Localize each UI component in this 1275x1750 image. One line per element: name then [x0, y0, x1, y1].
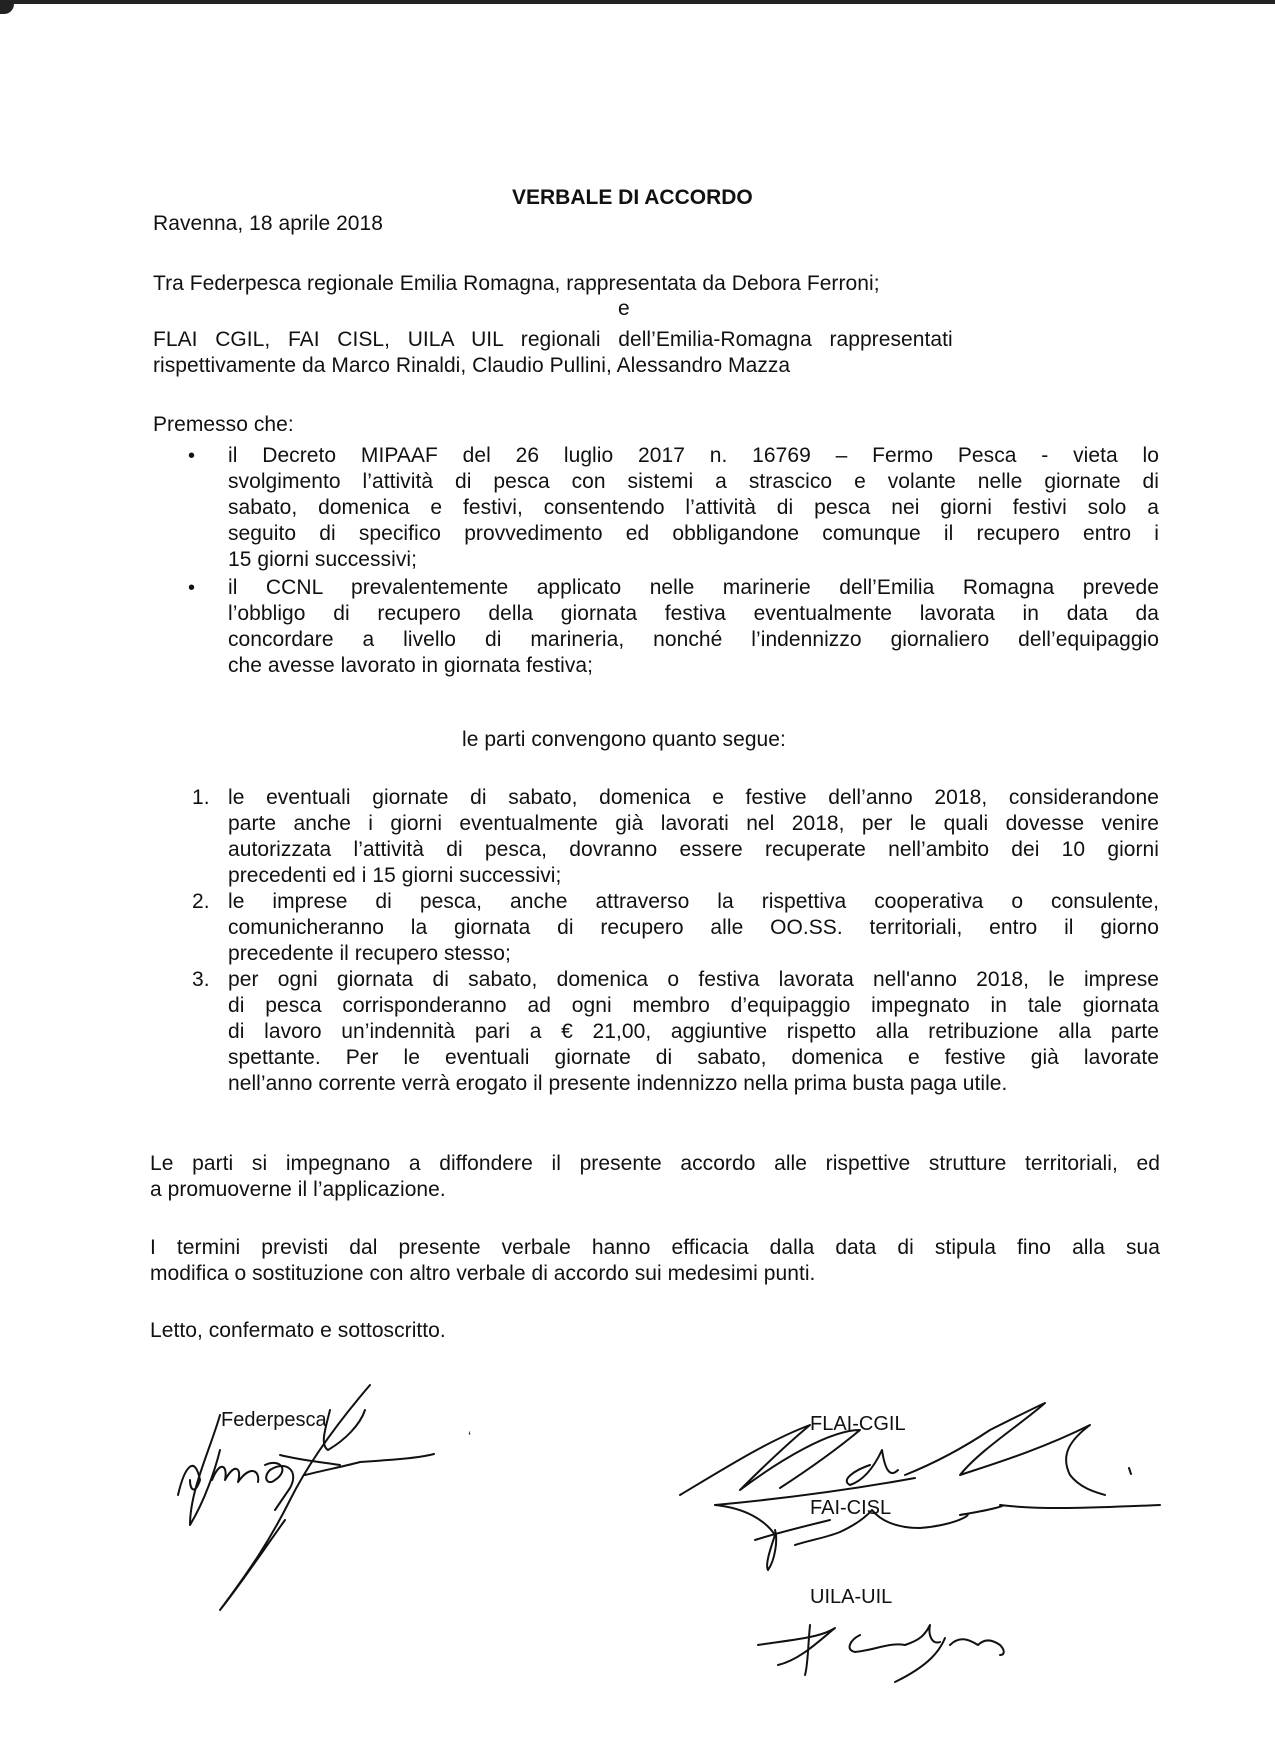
premise-line: concordare a livello di marineria, nonché l’indennizzo giornaliero dell’equipaggio [228, 628, 1159, 651]
clause-line: le imprese di pesca, anche attraverso la rispettiva cooperativa o consulente, [228, 890, 1159, 913]
clause-line: nell’anno corrente verrà erogato il presente indennizzo nella prima busta paga utile. [228, 1072, 1008, 1095]
closing-line: a promuoverne il l’applicazione. [150, 1178, 446, 1201]
premise-line: sabato, domenica e festivi, consentendo l’attività di pesca nei giorni festivi solo a [228, 496, 1159, 519]
scan-edge [0, 0, 1275, 4]
closing-line: Le parti si impegnano a diffondere il presente accordo alle rispettive strutture territoriali, ed [150, 1152, 1160, 1175]
place-date: Ravenna, 18 aprile 2018 [153, 212, 383, 235]
party-unions-line2: rispettivamente da Marco Rinaldi, Claudio Pullini, Alessandro Mazza [153, 354, 791, 377]
party-conjunction: e [618, 297, 630, 320]
premises-heading: Premesso che: [153, 413, 294, 436]
agreement-intro: le parti convengono quanto segue: [462, 728, 786, 751]
premise-line: l’obbligo di recupero della giornata festiva eventualmente lavorata in data da [228, 602, 1159, 625]
clause-line: autorizzata l’attività di pesca, dovranno essere recuperate nell’ambito dei 10 giorni [228, 838, 1159, 861]
clause-line: precedenti ed i 15 giorni successivi; [228, 864, 562, 887]
signature-label-fai-cisl: FAI-CISL [810, 1497, 892, 1519]
bullet-icon: • [188, 445, 196, 467]
clause-number: 1. [192, 786, 210, 809]
clause-3 [192, 967, 1159, 1097]
clause-line: di pesca corrisponderanno ad ogni membro d’equipaggio impegnato in tale giornata [228, 994, 1159, 1017]
premise-line: seguito di specifico provvedimento ed obbligandone comunque il recupero entro i [228, 522, 1159, 545]
closing-paragraph-1 [150, 1151, 1160, 1203]
document-title: VERBALE DI ACCORDO [512, 186, 753, 209]
closing-line: modifica o sostituzione con altro verbale di accordo sui medesimi punti. [150, 1262, 816, 1285]
clause-line: parte anche i giorni eventualmente già lavorati nel 2018, per le quali dovesse venire [228, 812, 1159, 835]
signature-uila-uil [660, 1370, 1180, 1700]
bullet-icon: • [188, 577, 196, 599]
clause-number: 3. [192, 968, 210, 991]
closing-line: I termini previsti dal presente verbale hanno efficacia dalla data di stipula fino alla sua [150, 1236, 1160, 1259]
premise-line: il CCNL prevalentemente applicato nelle marinerie dell’Emilia Romagna prevede [228, 576, 1159, 599]
party-federpesca: Tra Federpesca regionale Emilia Romagna, rappresentata da Debora Ferroni; [153, 272, 880, 295]
premise-line: 15 giorni successivi; [228, 548, 417, 571]
premise-line: che avesse lavorato in giornata festiva; [228, 654, 594, 677]
premise-line: il Decreto MIPAAF del 26 luglio 2017 n. 16769 – Fermo Pesca - vieta lo [228, 444, 1159, 467]
clause-2 [192, 889, 1159, 967]
clause-line: precedente il recupero stesso; [228, 942, 511, 965]
signature-label-uila-uil: UILA-UIL [810, 1586, 893, 1608]
signature-label-flai-cgil: FLAI-CGIL [810, 1413, 906, 1435]
premise-item-1 [188, 443, 1159, 573]
premise-line: svolgimento l’attività di pesca con sistemi a strascico e volante nelle giornate di [228, 470, 1159, 493]
signoff: Letto, confermato e sottoscritto. [150, 1319, 446, 1342]
signature-label-federpesca: Federpesca [221, 1409, 327, 1431]
signature-federpesca [150, 1370, 550, 1620]
clause-line: spettante. Per le eventuali giornate di sabato, domenica e festive già lavorate [228, 1046, 1159, 1069]
closing-paragraph-2 [150, 1235, 1160, 1287]
premise-item-2 [188, 575, 1159, 679]
party-unions-line1: FLAI CGIL, FAI CISL, UILA UIL regionali dell’Emilia-Romagna rappresentati [153, 328, 953, 351]
clause-line: di lavoro un’indennità pari a € 21,00, aggiuntive rispetto alla retribuzione alla parte [228, 1020, 1159, 1043]
scan-speck: ‘ [468, 1428, 472, 1444]
clause-line: le eventuali giornate di sabato, domenica e festive dell’anno 2018, considerandone [228, 786, 1159, 809]
clause-line: per ogni giornata di sabato, domenica o festiva lavorata nell'anno 2018, le imprese [228, 968, 1159, 991]
clause-line: comunicheranno la giornata di recupero alle OO.SS. territoriali, entro il giorno [228, 916, 1159, 939]
clause-1 [192, 785, 1159, 889]
clause-number: 2. [192, 890, 210, 913]
